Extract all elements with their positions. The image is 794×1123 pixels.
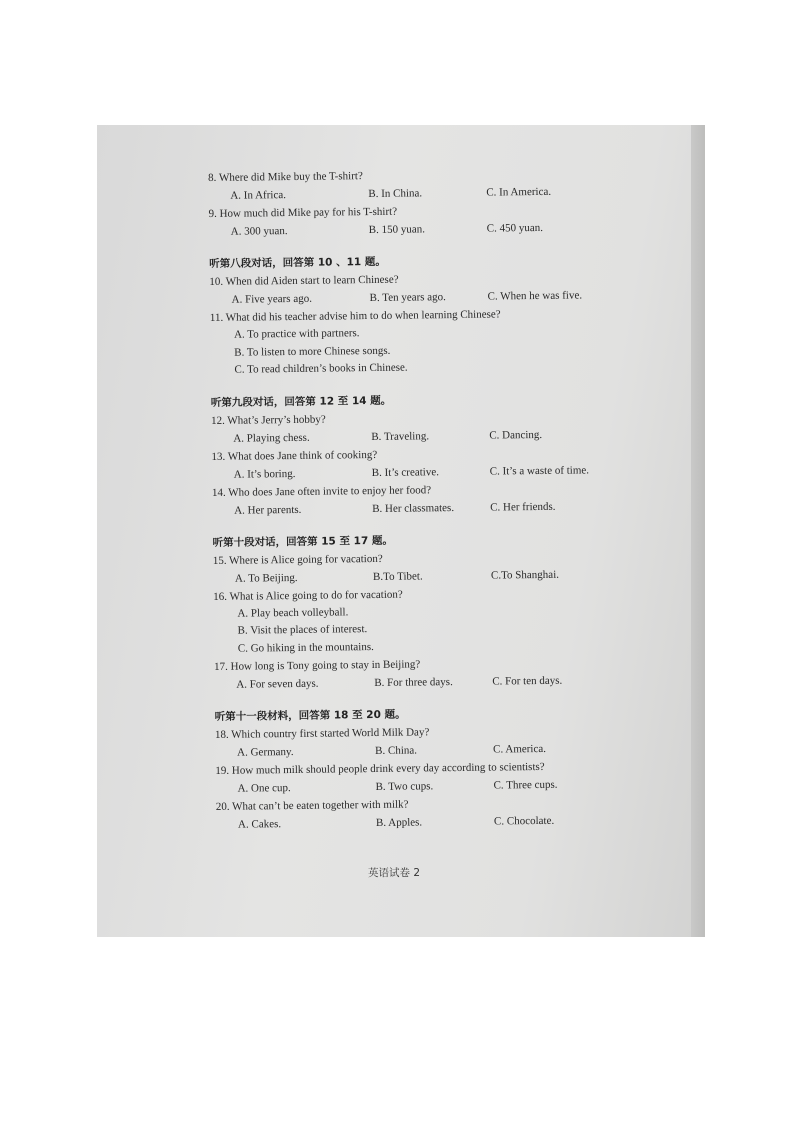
- question-10: [209, 268, 609, 309]
- question-text: 19. How much milk should people drink every day according to scientists?: [215, 760, 545, 777]
- section-heading: 听第十一段材料，回答第 18 至 20 题。: [214, 708, 406, 723]
- option-c: C. To read children’s books in Chinese.: [234, 361, 408, 376]
- question-14: [212, 479, 612, 520]
- option-b: B.To Tibet.: [372, 569, 423, 583]
- question-13: [211, 443, 611, 484]
- option-b: B. Traveling.: [371, 429, 430, 443]
- option-c: C. America.: [493, 742, 547, 756]
- option-a: A. For seven days.: [236, 677, 319, 691]
- option-c: C. For ten days.: [492, 674, 563, 688]
- option-a: A. Play beach volleyball.: [237, 605, 349, 620]
- question-text: 10. When did Aiden start to learn Chinese?: [209, 273, 399, 288]
- option-b: B. It’s creative.: [371, 465, 439, 479]
- option-a: A. To practice with partners.: [233, 327, 360, 341]
- option-b: B. 150 yuan.: [368, 223, 426, 237]
- question-9: [208, 200, 608, 241]
- option-c: C.To Shanghai.: [490, 568, 560, 582]
- option-b: B. China.: [375, 744, 418, 758]
- option-b: B. Apples.: [375, 816, 423, 829]
- paper-edge-shadow: [691, 125, 705, 937]
- section-heading: 听第九段对话，回答第 12 至 14 题。: [210, 394, 392, 409]
- question-text: 13. What does Jane think of cooking?: [211, 448, 378, 463]
- option-b: B. For three days.: [374, 676, 453, 690]
- question-17: [214, 653, 614, 694]
- page-footer: 英语试卷 2: [368, 867, 421, 879]
- option-b: B. In China.: [368, 187, 423, 201]
- option-c: C. 450 yuan.: [486, 221, 544, 235]
- question-16: [213, 583, 614, 658]
- question-text: 14. Who does Jane often invite to enjoy her food?: [211, 483, 432, 499]
- option-a: A. It’s boring.: [233, 467, 296, 481]
- option-c: C. It’s a waste of time.: [489, 463, 590, 478]
- option-a: A. In Africa.: [230, 189, 286, 202]
- option-b: B. Her classmates.: [372, 501, 455, 515]
- question-text: 11. What did his teacher advise him to do when learning Chinese?: [209, 308, 501, 324]
- option-b: B. To listen to more Chinese songs.: [234, 344, 391, 359]
- option-c: C. Three cups.: [493, 778, 558, 792]
- option-a: A. Playing chess.: [233, 431, 310, 445]
- option-a: A. Five years ago.: [231, 292, 313, 306]
- option-c: C. In America.: [486, 185, 552, 199]
- question-19: [215, 757, 615, 798]
- option-c: C. Chocolate.: [493, 814, 555, 828]
- option-a: A. Germany.: [237, 745, 294, 759]
- question-text: 12. What’s Jerry’s hobby?: [210, 413, 326, 427]
- section-heading: 听第十段对话，回答第 15 至 17 题。: [212, 534, 393, 549]
- option-a: A. Cakes.: [237, 818, 282, 831]
- option-a: A. Her parents.: [234, 503, 302, 517]
- option-c: C. When he was five.: [487, 289, 583, 303]
- option-b: B. Ten years ago.: [369, 291, 446, 305]
- question-15: [213, 547, 613, 588]
- question-text: 16. What is Alice going to do for vacation?: [213, 588, 403, 603]
- question-text: 9. How much did Mike pay for his T-shirt?: [208, 205, 398, 220]
- question-20: [216, 793, 616, 834]
- question-text: 20. What can’t be eaten together with milk?: [215, 798, 409, 813]
- question-18: [215, 721, 615, 762]
- option-c: C. Dancing.: [489, 428, 543, 442]
- option-a: A. To Beijing.: [234, 571, 298, 585]
- option-b: B. Two cups.: [375, 780, 434, 793]
- question-text: 8. Where did Mike buy the T-shirt?: [208, 170, 363, 184]
- option-a: A. 300 yuan.: [230, 225, 288, 238]
- question-text: 17. How long is Tony going to stay in Beijing?: [214, 658, 421, 673]
- option-c: C. Go hiking in the mountains.: [237, 640, 374, 655]
- question-12: [211, 407, 611, 448]
- section-heading: 听第八段对话，回答第 10 、11 题。: [209, 255, 386, 270]
- option-a: A. One cup.: [237, 782, 291, 795]
- question-11: [210, 304, 611, 379]
- option-b: B. Visit the places of interest.: [237, 623, 368, 637]
- question-8: [208, 164, 608, 205]
- question-text: 15. Where is Alice going for vacation?: [212, 552, 383, 567]
- exam-content: [208, 164, 616, 834]
- question-text: 18. Which country first started World Milk Day?: [214, 726, 430, 741]
- option-c: C. Her friends.: [490, 500, 556, 514]
